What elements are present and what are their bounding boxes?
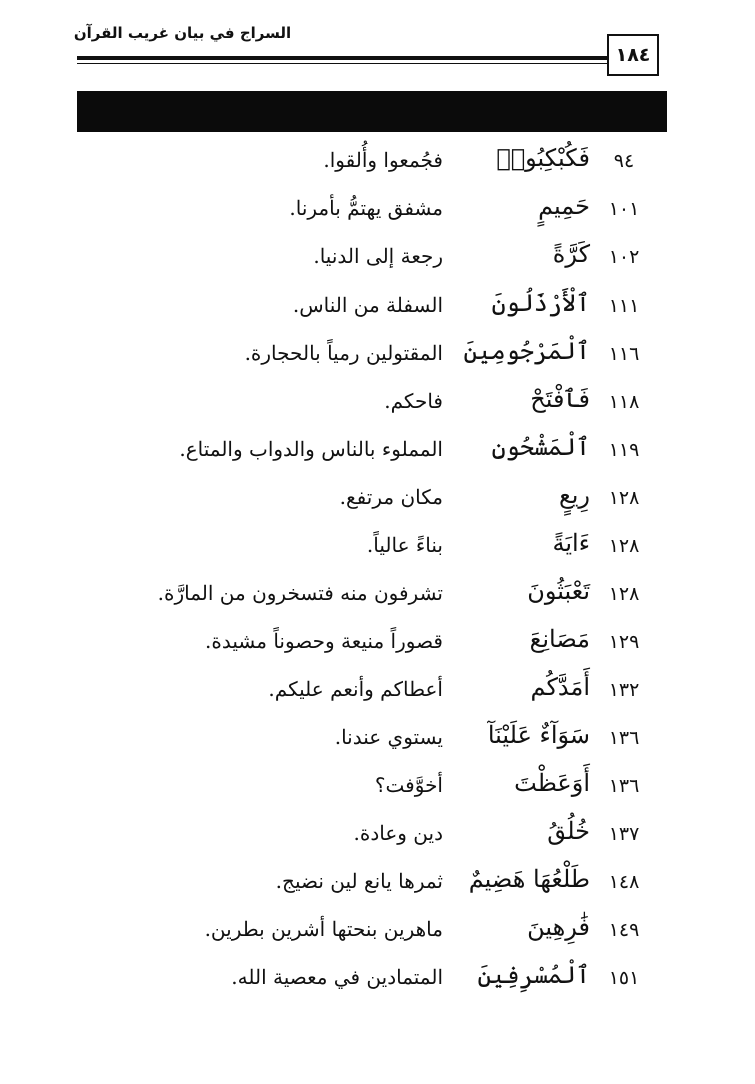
word-meaning: أعطاكم وأنعم عليكم. xyxy=(268,677,443,701)
verse-number: ١١١ xyxy=(608,295,640,317)
verse-number: ١١٨ xyxy=(608,391,640,413)
verse-number: ١٠١ xyxy=(608,198,640,220)
quran-word: فَٰرِهِينَ xyxy=(527,913,590,941)
entry-row xyxy=(0,479,755,527)
entry-row xyxy=(0,815,755,863)
entry-row xyxy=(0,671,755,719)
word-meaning: فاحكم. xyxy=(384,389,443,413)
header-rule-thick xyxy=(77,56,608,60)
word-meaning: مشفق يهتمُّ بأمرنا. xyxy=(289,196,443,220)
quran-word: كَرَّةً xyxy=(552,240,590,268)
verse-number: ١٠٢ xyxy=(608,246,640,268)
quran-word: خُلُقُ xyxy=(547,817,590,845)
section-band xyxy=(77,91,667,132)
word-meaning: ثمرها يانع لين نضيج. xyxy=(275,869,443,893)
quran-word: تَعْبَثُونَ xyxy=(527,577,590,605)
quran-word: طَلْعُهَا هَضِيمٌ xyxy=(468,865,590,893)
verse-number: ١١٦ xyxy=(608,343,640,365)
entry-row xyxy=(0,575,755,623)
quran-word: فَكُبْكِبُوا۟ xyxy=(496,144,590,172)
quran-word: ٱلْمُسْرِفِينَ xyxy=(477,961,590,989)
word-meaning: مكان مرتفع. xyxy=(339,485,443,509)
entry-row xyxy=(0,623,755,671)
verse-number: ١٢٩ xyxy=(608,631,640,653)
verse-number: ١٣٦ xyxy=(608,775,640,797)
entry-row xyxy=(0,863,755,911)
word-meaning: السفلة من الناس. xyxy=(292,293,443,317)
entry-row xyxy=(0,431,755,479)
verse-number: ١٣٢ xyxy=(608,679,640,701)
entry-row xyxy=(0,767,755,815)
word-meaning: دين وعادة. xyxy=(353,821,443,845)
word-meaning: تشرفون منه فتسخرون من المارَّة. xyxy=(157,581,443,605)
quran-word: سَوَآءٌ عَلَيْنَآ xyxy=(487,721,590,749)
quran-word: رِيعٍ xyxy=(558,481,590,509)
verse-number: ١٣٧ xyxy=(608,823,640,845)
entry-row xyxy=(0,383,755,431)
verse-number: ١١٩ xyxy=(608,439,640,461)
word-meaning: بناءً عالياً. xyxy=(366,533,443,557)
word-meaning: قصوراً منيعة وحصوناً مشيدة. xyxy=(205,629,443,653)
verse-number: ١٥١ xyxy=(608,967,640,989)
verse-number: ١٢٨ xyxy=(608,535,640,557)
word-meaning: أخوَّفت؟ xyxy=(374,773,443,797)
quran-word: حَمِيمٍ xyxy=(538,192,590,220)
verse-number: ١٤٨ xyxy=(608,871,640,893)
quran-word: فَٱفْتَحْ xyxy=(530,385,590,413)
quran-word: أَوَعَظْتَ xyxy=(514,769,590,797)
word-meaning: المملوء بالناس والدواب والمتاع. xyxy=(179,437,443,461)
word-meaning: المتمادين في معصية الله. xyxy=(231,965,443,989)
word-meaning: فجُمعوا وأُلقوا. xyxy=(323,148,443,172)
quran-word: ٱلْأَرْذَلُونَ xyxy=(491,289,590,317)
entry-row xyxy=(0,335,755,383)
word-meaning: المقتولين رمياً بالحجارة. xyxy=(244,341,443,365)
entry-row xyxy=(0,527,755,575)
word-meaning: رجعة إلى الدنيا. xyxy=(313,244,443,268)
word-meaning: ماهرين بنحتها أشرين بطرين. xyxy=(204,917,443,941)
verse-number: ١٤٩ xyxy=(608,919,640,941)
verse-number: ١٢٨ xyxy=(608,487,640,509)
entry-row xyxy=(0,959,755,1007)
entry-row xyxy=(0,190,755,238)
entry-row xyxy=(0,238,755,286)
quran-word: مَصَانِعَ xyxy=(529,625,590,653)
header-rule-thin xyxy=(77,63,608,64)
entry-row xyxy=(0,287,755,335)
quran-word: ٱلْمَرْجُومِينَ xyxy=(463,337,590,365)
running-title: السراج في بيان غريب القرآن xyxy=(73,24,292,42)
entry-row xyxy=(0,911,755,959)
verse-number: ٩٤ xyxy=(613,150,635,172)
entry-row xyxy=(0,142,755,190)
word-meaning: يستوي عندنا. xyxy=(334,725,443,749)
verse-number: ١٣٦ xyxy=(608,727,640,749)
page-number: ١٨٤ xyxy=(607,34,659,76)
quran-word: أَمَدَّكُم xyxy=(530,673,590,701)
verse-number: ١٢٨ xyxy=(608,583,640,605)
quran-word: ءَايَةً xyxy=(552,529,590,557)
entry-row xyxy=(0,719,755,767)
quran-word: ٱلْمَشْحُونِ xyxy=(491,433,590,461)
